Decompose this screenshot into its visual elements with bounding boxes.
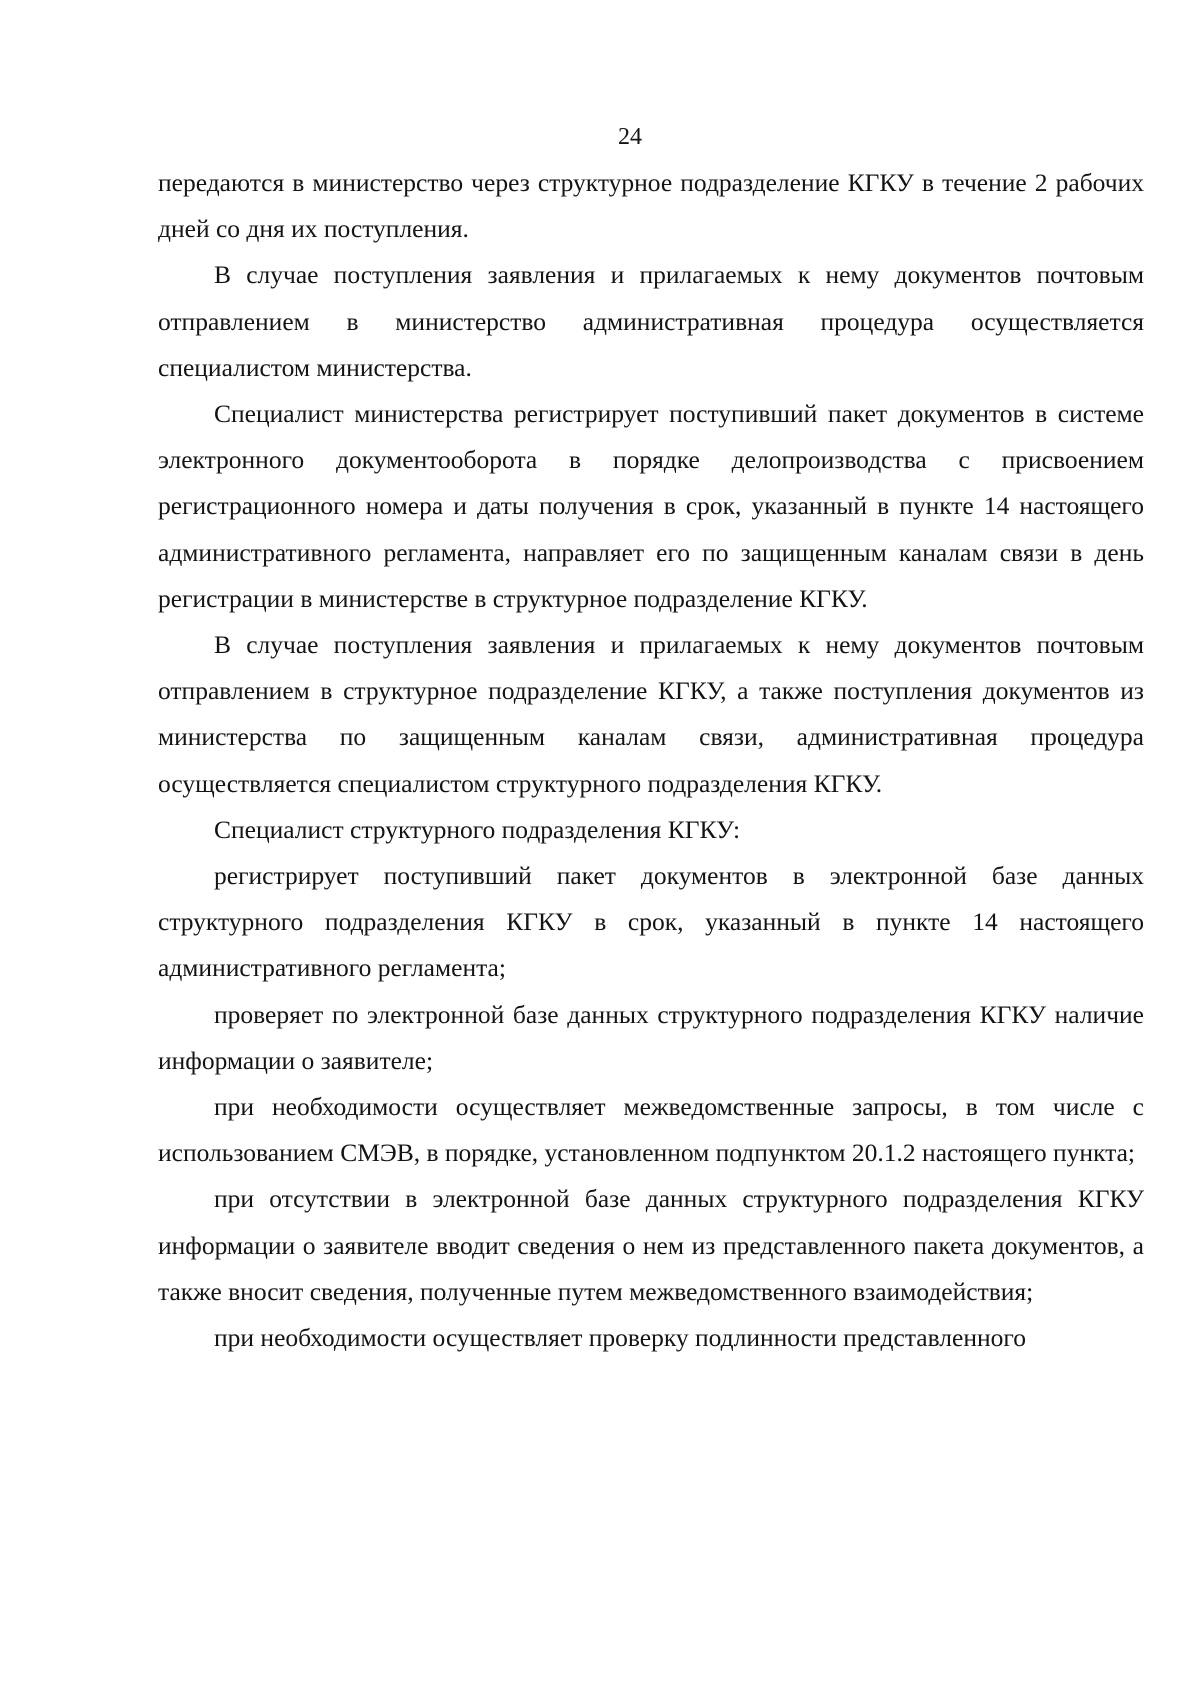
paragraph-9: при отсутствии в электронной базе данных структурного подразделения КГКУ информации о заявителе вводит сведения о нем из представленного пакета документов, а также вносит сведения, полученные путем межведомственного взаимодействия;	[158, 1184, 1144, 1306]
paragraph-4: В случае поступления заявления и прилагаемых к нему документов почтовым отправлением в структурное подразделение КГКУ, а также поступления документов из министерства по защищенным каналам связи, административная процедура осуществляется специалистом структурного подразделения КГКУ.	[158, 630, 1144, 798]
paragraph-5: Специалист структурного подразделения КГКУ:	[214, 814, 741, 844]
paragraph-10: при необходимости осуществляет проверку подлинности представленного	[214, 1323, 1026, 1353]
page-number: 24	[618, 124, 642, 150]
paragraph-2: В случае поступления заявления и прилагаемых к нему документов почтовым отправлением в министерство административная процедура осуществляется специалистом министерства.	[158, 260, 1144, 382]
paragraph-7: проверяет по электронной базе данных структурного подразделения КГКУ наличие информации о заявителе;	[158, 999, 1144, 1075]
paragraph-3: Специалист министерства регистрирует поступивший пакет документов в системе электронного документооборота в порядке делопроизводства с присвоением регистрационного номера и даты получения в срок, указанный в пункте 14 настоящего административного регламента, направляет его по защищенным каналам связи в день регистрации в министерстве в структурное подразделение КГКУ.	[158, 399, 1144, 613]
paragraph-8: при необходимости осуществляет межведомственные запросы, в том числе с использованием СМЭВ, в порядке, установленном подпунктом 20.1.2 настоящего пункта;	[158, 1092, 1144, 1168]
paragraph-6: регистрирует поступивший пакет документов в электронной базе данных структурного подразделения КГКУ в срок, указанный в пункте 14 настоящего административного регламента;	[158, 861, 1144, 983]
document-body	[158, 160, 1144, 1361]
paragraph-1: передаются в министерство через структурное подразделение КГКУ в течение 2 рабочих дней со дня их поступления.	[158, 168, 1144, 244]
